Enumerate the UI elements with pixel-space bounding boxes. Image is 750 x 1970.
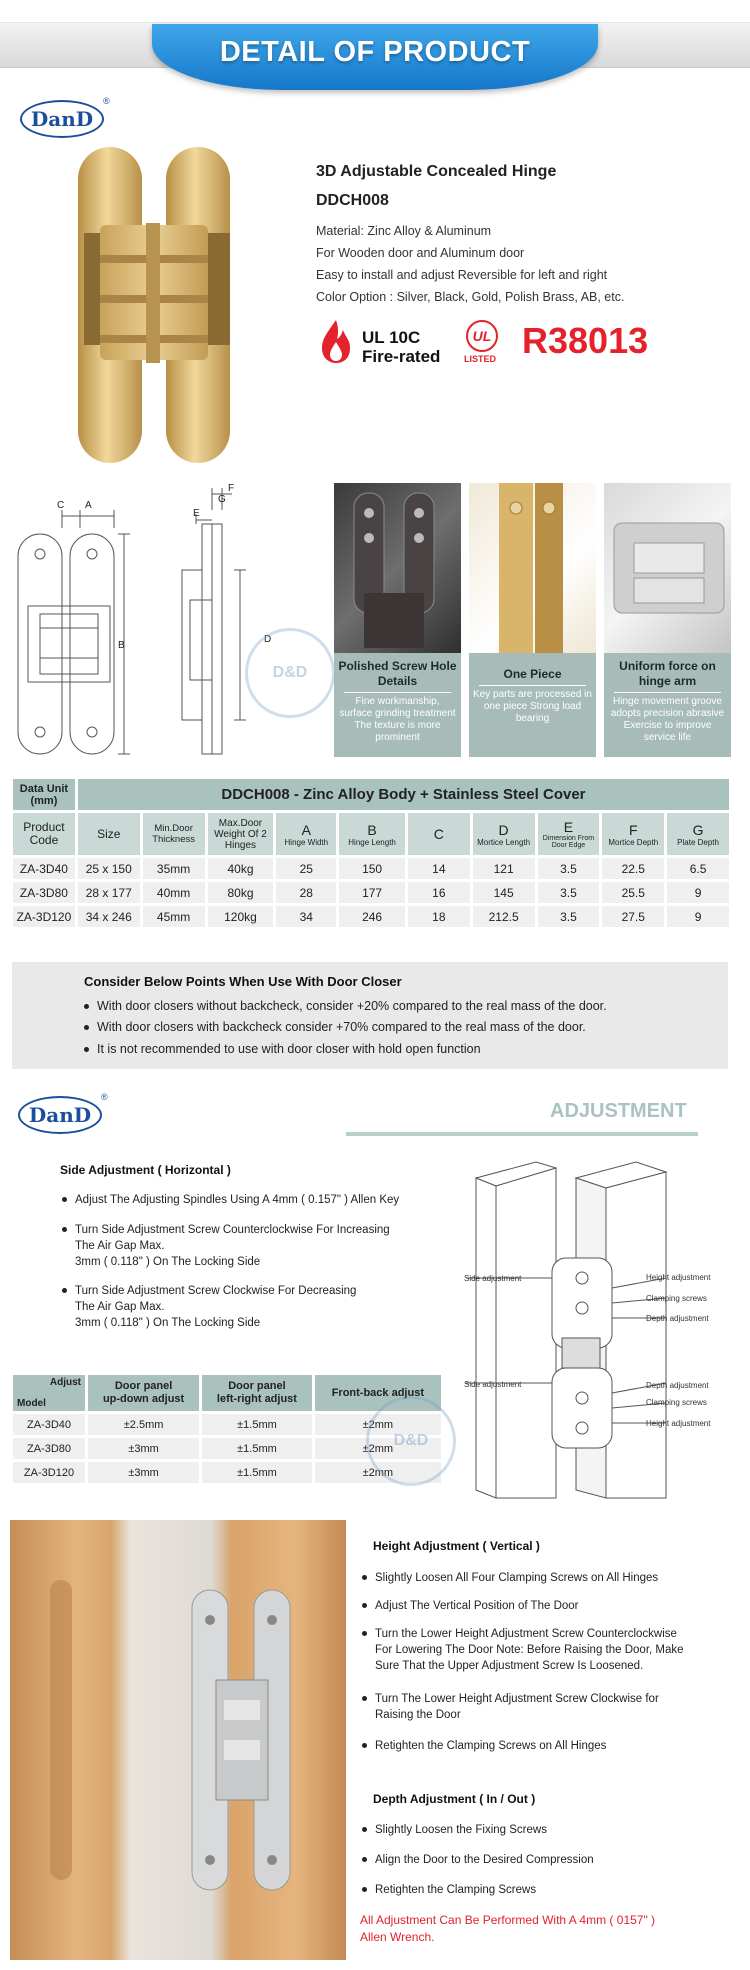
spec-header: C	[408, 813, 470, 855]
table-cell: 9	[667, 906, 729, 927]
table-cell: ±3mm	[88, 1462, 199, 1483]
notes-heading: Consider Below Points When Use With Door Closer	[84, 974, 402, 989]
table-cell: 3.5	[538, 906, 600, 927]
table-cell: 28	[276, 882, 336, 903]
table-cell: 45mm	[143, 906, 205, 927]
spec-header: Max.Door Weight Of 2 Hinges	[208, 813, 274, 855]
product-hinge-image	[70, 145, 240, 465]
spec-header: F Mortice Depth	[602, 813, 664, 855]
diagram-label-side-bottom: Side adjustment	[464, 1380, 522, 1389]
table-cell: 40mm	[143, 882, 205, 903]
dim-label-b: B	[118, 640, 125, 651]
adjustment-rule	[346, 1132, 698, 1136]
table-cell: 3.5	[538, 858, 600, 879]
side-view-drawing	[160, 480, 270, 764]
feature-desc: Key parts are processed in one piece Strong load bearing	[473, 689, 592, 724]
table-cell: ±2mm	[315, 1438, 441, 1459]
table-cell: 18	[408, 906, 470, 927]
table-cell: ±2.5mm	[88, 1414, 199, 1435]
allen-wrench-note: All Adjustment Can Be Performed With A 4mm ( 0157" ) Allen Wrench.	[360, 1913, 656, 1944]
table-cell: ±1.5mm	[202, 1438, 312, 1459]
table-cell: ±2mm	[315, 1462, 441, 1483]
dim-label-a: A	[85, 500, 92, 511]
table-cell: 6.5	[667, 858, 729, 879]
table-cell: 25 x 150	[78, 858, 140, 879]
spec-header: Size	[78, 813, 140, 855]
diagram-label-depth-bottom: Depth adjustment	[646, 1381, 709, 1390]
dim-label-d: D	[264, 634, 272, 645]
feature-card-caption	[604, 653, 731, 757]
table-cell: 34 x 246	[78, 906, 140, 927]
product-line: For Wooden door and Aluminum door	[316, 246, 525, 260]
depth-adjust-item: Align the Door to the Desired Compression	[362, 1852, 594, 1868]
depth-adjust-item: Slightly Loosen the Fixing Screws	[362, 1822, 547, 1838]
adjust-header: Door panel up-down adjust	[88, 1375, 199, 1411]
adjust-table-corner: Adjust Model	[13, 1375, 85, 1411]
spec-header: Product Code	[13, 813, 75, 855]
product-line: Color Option : Silver, Black, Gold, Polish Brass, AB, etc.	[316, 290, 625, 304]
table-cell: ZA-3D40	[13, 858, 75, 879]
watermark-seal: D&D	[245, 628, 335, 718]
notes-item: With door closers with backcheck consider +70% compared to the real mass of the door.	[84, 1020, 586, 1034]
feature-image-silver-hinge	[604, 483, 731, 653]
table-cell: 14	[408, 858, 470, 879]
table-cell: 145	[473, 882, 535, 903]
spec-table-corner: Data Unit (mm)	[13, 779, 75, 810]
feature-image-gold-hinge	[469, 483, 596, 653]
height-adjust-heading: Height Adjustment ( Vertical )	[373, 1539, 540, 1553]
door-photo	[10, 1520, 346, 1960]
spec-header: E Dimension From Door Edge	[538, 813, 600, 855]
table-cell: 120kg	[208, 906, 274, 927]
table-cell: 121	[473, 858, 535, 879]
banner-title: DETAIL OF PRODUCT	[219, 36, 531, 68]
table-cell: ZA-3D120	[13, 1462, 85, 1483]
table-cell: 40kg	[208, 858, 274, 879]
spec-header: Min.Door Thickness	[143, 813, 205, 855]
diagram-label-height-bottom: Height adjustment	[646, 1419, 711, 1428]
notes-item: With door closers without backcheck, consider +20% compared to the real mass of the door.	[84, 999, 607, 1013]
height-adjust-item: Slightly Loosen All Four Clamping Screws on All Hinges	[362, 1570, 658, 1586]
height-adjust-item: Adjust The Vertical Position of The Door	[362, 1598, 579, 1614]
table-row	[13, 882, 729, 903]
table-cell: ZA-3D40	[13, 1414, 85, 1435]
spec-header: B Hinge Length	[339, 813, 405, 855]
fire-rated-label: Fire-rated	[362, 347, 441, 366]
spec-header: D Mortice Length	[473, 813, 535, 855]
table-cell: 25	[276, 858, 336, 879]
dim-label-g: G	[218, 494, 226, 505]
ul-badge-icon: UL	[466, 320, 498, 352]
table-cell: 25.5	[602, 882, 664, 903]
table-cell: 27.5	[602, 906, 664, 927]
adjustment-title: ADJUSTMENT	[550, 1100, 687, 1122]
table-cell: 177	[339, 882, 405, 903]
flame-icon	[318, 318, 354, 364]
diagram-label-clamping-top: Clamping screws	[646, 1294, 707, 1303]
adjust-header: Front-back adjust	[315, 1375, 441, 1411]
product-title: 3D Adjustable Concealed Hinge	[316, 163, 557, 180]
table-cell: ZA-3D80	[13, 882, 75, 903]
height-adjust-item: Turn The Lower Height Adjustment Screw Clockwise for Raising the Door	[362, 1691, 742, 1723]
feature-image-black-hinge	[334, 483, 461, 653]
table-cell: ±1.5mm	[202, 1414, 312, 1435]
feature-desc: Fine workmanship, surface grinding treatment The texture is more prominent	[339, 696, 456, 743]
diagram-label-clamping-bottom: Clamping screws	[646, 1398, 707, 1407]
product-model: DDCH008	[316, 192, 389, 209]
dim-label-c: C	[57, 500, 65, 511]
table-cell: ZA-3D120	[13, 906, 75, 927]
diagram-label-height-top: Height adjustment	[646, 1273, 711, 1282]
table-row	[13, 858, 729, 879]
table-cell: ±2mm	[315, 1414, 441, 1435]
side-adjust-item: Turn Side Adjustment Screw Clockwise For Decreasing The Air Gap Max. 3mm ( 0.118" ) On The Locking Side	[62, 1283, 422, 1331]
table-cell: 16	[408, 882, 470, 903]
side-adjust-item: Turn Side Adjustment Screw Counterclockwise For Increasing The Air Gap Max. 3mm ( 0.118" ) On The Locking Side	[62, 1222, 422, 1270]
registered-mark: ®	[103, 96, 110, 106]
product-line: Easy to install and adjust Reversible for left and right	[316, 268, 608, 282]
dim-label-f: F	[228, 483, 235, 494]
spec-table-caption: DDCH008 - Zinc Alloy Body + Stainless Steel Cover	[78, 779, 729, 810]
height-adjust-item: Turn the Lower Height Adjustment Screw Counterclockwise For Lowering The Door Note: Before Raising the Door, Make Sure That the Upper Adjustment Screw Is Loosened.	[362, 1626, 742, 1674]
feature-title: One Piece	[503, 667, 562, 681]
table-cell: 150	[339, 858, 405, 879]
feature-card-caption	[334, 653, 461, 757]
depth-adjust-item: Retighten the Clamping Screws	[362, 1882, 536, 1898]
feature-desc: Hinge movement groove adopts precision abrasive Exercise to improve service life	[610, 696, 725, 743]
registered-mark: ®	[101, 1092, 108, 1102]
diagram-label-side-top: Side adjustment	[464, 1274, 522, 1283]
table-cell: ZA-3D80	[13, 1438, 85, 1459]
feature-title: Polished Screw Hole Details	[338, 659, 457, 688]
spec-header: G Plate Depth	[667, 813, 729, 855]
feature-card-caption	[469, 653, 596, 757]
front-view-drawing	[10, 498, 140, 764]
table-cell: ±3mm	[88, 1438, 199, 1459]
certificate-number: R38013	[522, 320, 649, 361]
table-cell: 3.5	[538, 882, 600, 903]
table-cell: ±1.5mm	[202, 1462, 312, 1483]
table-cell: 22.5	[602, 858, 664, 879]
feature-title: Uniform force on hinge arm	[619, 659, 716, 688]
table-row	[13, 906, 729, 927]
ul-10c-label: UL 10C	[362, 328, 421, 347]
watermark-seal: D&D	[366, 1396, 456, 1486]
adjust-header: Door panel left-right adjust	[202, 1375, 312, 1411]
listed-label: LISTED	[464, 354, 497, 364]
diagram-label-depth-top: Depth adjustment	[646, 1314, 709, 1323]
spec-table	[10, 776, 732, 930]
brand-logo: DanD	[18, 1096, 102, 1134]
side-adjust-heading: Side Adjustment ( Horizontal )	[60, 1163, 231, 1177]
table-cell: 28 x 177	[78, 882, 140, 903]
table-cell: 9	[667, 882, 729, 903]
table-cell: 80kg	[208, 882, 274, 903]
brand-logo: DanD	[20, 100, 104, 138]
table-cell: 34	[276, 906, 336, 927]
table-cell: 35mm	[143, 858, 205, 879]
installation-diagram	[466, 1158, 738, 1510]
dim-label-e: E	[193, 508, 200, 519]
table-cell: 212.5	[473, 906, 535, 927]
product-line: Material: Zinc Alloy & Aluminum	[316, 224, 492, 238]
table-cell: 246	[339, 906, 405, 927]
side-adjust-item: Adjust The Adjusting Spindles Using A 4mm ( 0.157" ) Allen Key	[62, 1192, 399, 1208]
spec-header: A Hinge Width	[276, 813, 336, 855]
height-adjust-item: Retighten the Clamping Screws on All Hinges	[362, 1738, 606, 1754]
notes-item: It is not recommended to use with door closer with hold open function	[84, 1042, 481, 1056]
depth-adjust-heading: Depth Adjustment ( In / Out )	[373, 1792, 536, 1806]
